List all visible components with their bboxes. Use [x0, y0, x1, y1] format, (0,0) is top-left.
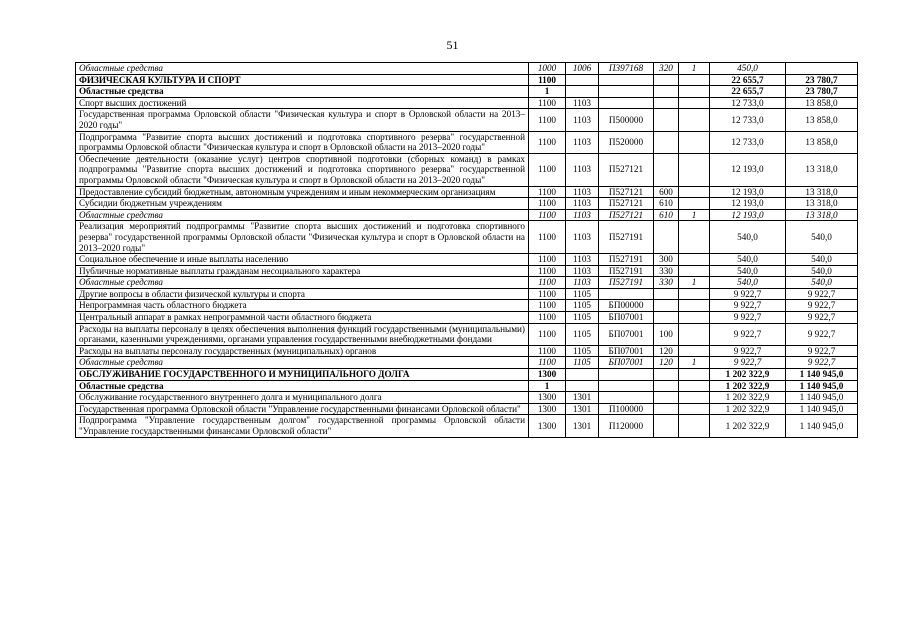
funding-source-cell: 1 — [679, 277, 710, 289]
section-code-cell: 1100 — [529, 323, 566, 345]
amount-year1-cell: 22 655,7 — [710, 86, 786, 98]
table-row — [76, 415, 858, 437]
table-row — [76, 131, 858, 153]
table-row — [76, 323, 858, 345]
amount-year2-cell: 9 922,7 — [786, 345, 858, 357]
amount-year2-cell: 540,0 — [786, 221, 858, 254]
target-article-cell: БП07001 — [599, 345, 654, 357]
funding-source-cell — [679, 312, 710, 324]
subsection-code-cell: 1105 — [566, 312, 599, 324]
amount-year1-cell: 1 202 322,9 — [710, 415, 786, 437]
target-article-cell: П527191 — [599, 277, 654, 289]
table-row — [76, 198, 858, 210]
row-name-cell: Обеспечение деятельности (оказание услуг) центров спортивной подготовки (сборных команд) в рамках подпрограммы "Развитие спорта высших достижений и подготовка спортивного резерва" государственной программы Орловской области "Физическая культура и спорт в Орловской области на 2013–2020 годы" — [76, 153, 529, 186]
funding-source-cell — [679, 221, 710, 254]
expense-type-cell: 320 — [654, 63, 679, 75]
section-code-cell: 1100 — [529, 312, 566, 324]
target-article-cell — [599, 288, 654, 300]
expense-type-cell — [654, 312, 679, 324]
target-article-cell: П120000 — [599, 415, 654, 437]
amount-year1-cell: 9 922,7 — [710, 288, 786, 300]
target-article-cell: БП07001 — [599, 323, 654, 345]
expense-type-cell — [654, 153, 679, 186]
table-row — [76, 392, 858, 404]
row-name-cell: Расходы на выплаты персоналу в целях обеспечения выполнения функций государственными (муниципальными) органами, казенными учреждениями, органами управления государственными внебюджетными фондами — [76, 323, 529, 345]
subsection-code-cell: 1103 — [566, 265, 599, 277]
amount-year2-cell — [786, 63, 858, 75]
amount-year2-cell: 13 318,0 — [786, 153, 858, 186]
amount-year2-cell: 1 140 945,0 — [786, 392, 858, 404]
table-row — [76, 109, 858, 131]
table-row — [76, 345, 858, 357]
funding-source-cell: 1 — [679, 209, 710, 221]
amount-year1-cell: 12 733,0 — [710, 109, 786, 131]
section-code-cell: 1100 — [529, 254, 566, 266]
funding-source-cell — [679, 86, 710, 98]
subsection-code-cell: 1103 — [566, 221, 599, 254]
table-row — [76, 97, 858, 109]
target-article-cell: П527191 — [599, 254, 654, 266]
amount-year1-cell: 540,0 — [710, 254, 786, 266]
row-name-cell: ОБСЛУЖИВАНИЕ ГОСУДАРСТВЕННОГО И МУНИЦИПАЛЬНОГО ДОЛГА — [76, 369, 529, 381]
funding-source-cell — [679, 300, 710, 312]
target-article-cell: БП07001 — [599, 357, 654, 369]
expense-type-cell — [654, 74, 679, 86]
target-article-cell: П527121 — [599, 209, 654, 221]
row-name-cell: Социальное обеспечение и иные выплаты населению — [76, 254, 529, 266]
row-name-cell: Областные средства — [76, 209, 529, 221]
funding-source-cell — [679, 288, 710, 300]
amount-year1-cell: 9 922,7 — [710, 345, 786, 357]
amount-year1-cell: 1 202 322,9 — [710, 380, 786, 392]
amount-year1-cell: 12 733,0 — [710, 131, 786, 153]
expense-type-cell — [654, 380, 679, 392]
subsection-code-cell: 1006 — [566, 63, 599, 75]
section-code-cell: 1100 — [529, 221, 566, 254]
row-name-cell: Реализация мероприятий подпрограммы "Развитие спорта высших достижений и подготовка спортивного резерва" государственной программы Орловской области "Физическая культура и спорт в Орловской области на 2013–2020 годы" — [76, 221, 529, 254]
target-article-cell: БП00000 — [599, 300, 654, 312]
amount-year1-cell: 12 193,0 — [710, 153, 786, 186]
row-name-cell: Областные средства — [76, 277, 529, 289]
section-code-cell: 1000 — [529, 63, 566, 75]
row-name-cell: Спорт высших достижений — [76, 97, 529, 109]
section-code-cell: 1100 — [529, 300, 566, 312]
subsection-code-cell: 1103 — [566, 97, 599, 109]
expense-type-cell: 100 — [654, 323, 679, 345]
amount-year1-cell: 1 202 322,9 — [710, 403, 786, 415]
table-row — [76, 186, 858, 198]
subsection-code-cell: 1301 — [566, 392, 599, 404]
amount-year2-cell: 540,0 — [786, 277, 858, 289]
amount-year2-cell: 1 140 945,0 — [786, 403, 858, 415]
table-row — [76, 288, 858, 300]
table-row — [76, 221, 858, 254]
amount-year2-cell: 13 858,0 — [786, 131, 858, 153]
expense-type-cell: 300 — [654, 254, 679, 266]
target-article-cell: П527121 — [599, 198, 654, 210]
subsection-code-cell: 1103 — [566, 153, 599, 186]
amount-year1-cell: 9 922,7 — [710, 312, 786, 324]
amount-year1-cell: 12 193,0 — [710, 186, 786, 198]
row-name-cell: Другие вопросы в области физической культуры и спорта — [76, 288, 529, 300]
row-name-cell: Центральный аппарат в рамках непрограммной части областного бюджета — [76, 312, 529, 324]
section-code-cell: 1100 — [529, 357, 566, 369]
row-name-cell: Непрограммная часть областного бюджета — [76, 300, 529, 312]
table-row — [76, 369, 858, 381]
funding-source-cell — [679, 265, 710, 277]
amount-year1-cell: 1 202 322,9 — [710, 369, 786, 381]
row-name-cell: Государственная программа Орловской области "Управление государственными финансами Орловской области" — [76, 403, 529, 415]
table-row — [76, 380, 858, 392]
amount-year1-cell: 540,0 — [710, 265, 786, 277]
row-name-cell: Областные средства — [76, 86, 529, 98]
subsection-code-cell: 1103 — [566, 131, 599, 153]
table-row — [76, 403, 858, 415]
amount-year2-cell: 540,0 — [786, 265, 858, 277]
amount-year2-cell: 13 858,0 — [786, 97, 858, 109]
table-row — [76, 153, 858, 186]
amount-year1-cell: 9 922,7 — [710, 323, 786, 345]
subsection-code-cell: 1105 — [566, 288, 599, 300]
row-name-cell: Областные средства — [76, 63, 529, 75]
subsection-code-cell: 1301 — [566, 403, 599, 415]
table-row — [76, 277, 858, 289]
section-code-cell: 1100 — [529, 288, 566, 300]
table-row — [76, 357, 858, 369]
section-code-cell: 1300 — [529, 403, 566, 415]
subsection-code-cell: 1105 — [566, 300, 599, 312]
table-row — [76, 312, 858, 324]
page-number: 51 — [446, 38, 459, 52]
section-code-cell: 1100 — [529, 186, 566, 198]
expense-type-cell — [654, 86, 679, 98]
expense-type-cell — [654, 97, 679, 109]
amount-year2-cell: 1 140 945,0 — [786, 380, 858, 392]
amount-year2-cell: 540,0 — [786, 254, 858, 266]
subsection-code-cell — [566, 369, 599, 381]
section-code-cell: 1100 — [529, 131, 566, 153]
subsection-code-cell: 1103 — [566, 186, 599, 198]
amount-year1-cell: 22 655,7 — [710, 74, 786, 86]
table-row — [76, 300, 858, 312]
row-name-cell: Областные средства — [76, 357, 529, 369]
row-name-cell: Публичные нормативные выплаты гражданам несоциального характера — [76, 265, 529, 277]
expense-type-cell — [654, 221, 679, 254]
table-row — [76, 254, 858, 266]
target-article-cell: П527191 — [599, 221, 654, 254]
subsection-code-cell: 1105 — [566, 357, 599, 369]
row-name-cell: Обслуживание государственного внутреннего долга и муниципального долга — [76, 392, 529, 404]
section-code-cell: 1100 — [529, 277, 566, 289]
target-article-cell: П397168 — [599, 63, 654, 75]
subsection-code-cell — [566, 380, 599, 392]
expense-type-cell — [654, 415, 679, 437]
section-code-cell: 1100 — [529, 109, 566, 131]
funding-source-cell — [679, 109, 710, 131]
amount-year1-cell: 9 922,7 — [710, 300, 786, 312]
section-code-cell: 1100 — [529, 198, 566, 210]
amount-year2-cell: 13 858,0 — [786, 109, 858, 131]
expense-type-cell — [654, 392, 679, 404]
funding-source-cell — [679, 415, 710, 437]
expense-type-cell: 330 — [654, 265, 679, 277]
expense-type-cell: 120 — [654, 357, 679, 369]
section-code-cell: 1100 — [529, 209, 566, 221]
amount-year1-cell: 450,0 — [710, 63, 786, 75]
amount-year1-cell: 1 202 322,9 — [710, 392, 786, 404]
section-code-cell: 1300 — [529, 369, 566, 381]
section-code-cell: 1100 — [529, 345, 566, 357]
amount-year2-cell: 23 780,7 — [786, 74, 858, 86]
amount-year2-cell: 9 922,7 — [786, 357, 858, 369]
table-row — [76, 265, 858, 277]
subsection-code-cell — [566, 74, 599, 86]
target-article-cell — [599, 74, 654, 86]
funding-source-cell — [679, 186, 710, 198]
funding-source-cell — [679, 403, 710, 415]
amount-year1-cell: 9 922,7 — [710, 357, 786, 369]
subsection-code-cell: 1103 — [566, 109, 599, 131]
row-name-cell: Субсидии бюджетным учреждениям — [76, 198, 529, 210]
expense-type-cell — [654, 131, 679, 153]
target-article-cell: П527121 — [599, 186, 654, 198]
expense-type-cell — [654, 369, 679, 381]
row-name-cell: Предоставление субсидий бюджетным, автономным учреждениям и иным некоммерческим организациям — [76, 186, 529, 198]
expense-type-cell: 610 — [654, 209, 679, 221]
budget-table — [75, 62, 858, 438]
funding-source-cell — [679, 380, 710, 392]
target-article-cell: БП07001 — [599, 312, 654, 324]
section-code-cell: 1100 — [529, 97, 566, 109]
expense-type-cell: 610 — [654, 198, 679, 210]
amount-year1-cell: 12 733,0 — [710, 97, 786, 109]
amount-year2-cell: 1 140 945,0 — [786, 369, 858, 381]
target-article-cell: П100000 — [599, 403, 654, 415]
target-article-cell — [599, 86, 654, 98]
funding-source-cell — [679, 323, 710, 345]
subsection-code-cell: 1103 — [566, 209, 599, 221]
table-row — [76, 63, 858, 75]
subsection-code-cell: 1103 — [566, 254, 599, 266]
funding-source-cell — [679, 198, 710, 210]
section-code-cell: 1 — [529, 380, 566, 392]
funding-source-cell — [679, 74, 710, 86]
row-name-cell: Подпрограмма "Развитие спорта высших достижений и подготовка спортивного резерва" государственной программы Орловской области "Физическая культура и спорт в Орловской области на 2013–2020 годы" — [76, 131, 529, 153]
amount-year1-cell: 540,0 — [710, 277, 786, 289]
section-code-cell: 1100 — [529, 74, 566, 86]
subsection-code-cell: 1301 — [566, 415, 599, 437]
funding-source-cell: 1 — [679, 63, 710, 75]
target-article-cell: П500000 — [599, 109, 654, 131]
funding-source-cell — [679, 392, 710, 404]
target-article-cell: П527121 — [599, 153, 654, 186]
subsection-code-cell: 1105 — [566, 323, 599, 345]
amount-year2-cell: 1 140 945,0 — [786, 415, 858, 437]
funding-source-cell — [679, 254, 710, 266]
target-article-cell — [599, 97, 654, 109]
target-article-cell — [599, 380, 654, 392]
funding-source-cell — [679, 153, 710, 186]
target-article-cell — [599, 369, 654, 381]
target-article-cell: П520000 — [599, 131, 654, 153]
target-article-cell: П527191 — [599, 265, 654, 277]
amount-year2-cell: 9 922,7 — [786, 300, 858, 312]
amount-year2-cell: 13 318,0 — [786, 186, 858, 198]
section-code-cell: 1100 — [529, 153, 566, 186]
expense-type-cell: 330 — [654, 277, 679, 289]
amount-year2-cell: 9 922,7 — [786, 312, 858, 324]
section-code-cell: 1300 — [529, 392, 566, 404]
amount-year2-cell: 9 922,7 — [786, 323, 858, 345]
expense-type-cell — [654, 288, 679, 300]
subsection-code-cell — [566, 86, 599, 98]
subsection-code-cell: 1103 — [566, 277, 599, 289]
table-body — [76, 63, 858, 438]
subsection-code-cell: 1105 — [566, 345, 599, 357]
amount-year1-cell: 540,0 — [710, 221, 786, 254]
amount-year2-cell: 13 318,0 — [786, 198, 858, 210]
amount-year2-cell: 9 922,7 — [786, 288, 858, 300]
expense-type-cell: 600 — [654, 186, 679, 198]
funding-source-cell — [679, 369, 710, 381]
funding-source-cell — [679, 97, 710, 109]
expense-type-cell — [654, 403, 679, 415]
amount-year2-cell: 23 780,7 — [786, 86, 858, 98]
table-row — [76, 74, 858, 86]
row-name-cell: Областные средства — [76, 380, 529, 392]
row-name-cell: ФИЗИЧЕСКАЯ КУЛЬТУРА И СПОРТ — [76, 74, 529, 86]
row-name-cell: Подпрограмма "Управление государственным долгом" государственной программы Орловской области "Управление государственными финансами Орловской области" — [76, 415, 529, 437]
table-row — [76, 209, 858, 221]
amount-year2-cell: 13 318,0 — [786, 209, 858, 221]
section-code-cell: 1100 — [529, 265, 566, 277]
table-row — [76, 86, 858, 98]
funding-source-cell: 1 — [679, 357, 710, 369]
expense-type-cell — [654, 300, 679, 312]
subsection-code-cell: 1103 — [566, 198, 599, 210]
funding-source-cell — [679, 345, 710, 357]
target-article-cell — [599, 392, 654, 404]
section-code-cell: 1300 — [529, 415, 566, 437]
funding-source-cell — [679, 131, 710, 153]
amount-year1-cell: 12 193,0 — [710, 198, 786, 210]
section-code-cell: 1 — [529, 86, 566, 98]
expense-type-cell — [654, 109, 679, 131]
row-name-cell: Государственная программа Орловской области "Физическая культура и спорт в Орловской области на 2013–2020 годы" — [76, 109, 529, 131]
expense-type-cell: 120 — [654, 345, 679, 357]
amount-year1-cell: 12 193,0 — [710, 209, 786, 221]
row-name-cell: Расходы на выплаты персоналу государственных (муниципальных) органов — [76, 345, 529, 357]
